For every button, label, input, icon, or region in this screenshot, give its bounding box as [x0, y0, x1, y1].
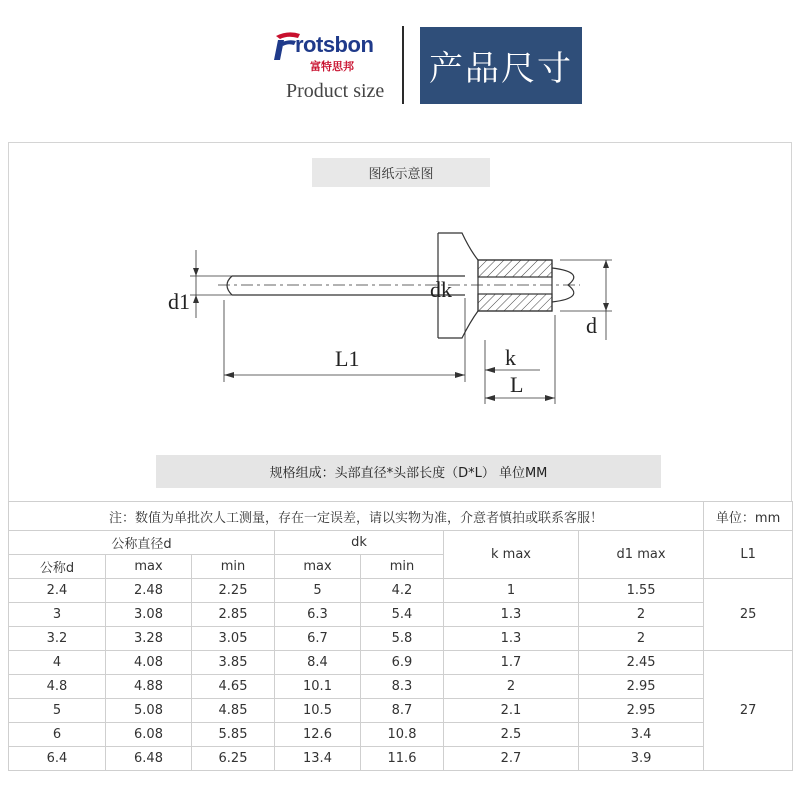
- cell-L1-group: 27: [704, 651, 793, 771]
- table-unit: 单位：mm: [704, 502, 793, 531]
- cell: 5.8: [361, 627, 444, 651]
- header-dk-min: min: [361, 555, 444, 579]
- cell: 2.95: [579, 699, 704, 723]
- cell: 2.4: [9, 579, 106, 603]
- cell: 10.1: [275, 675, 361, 699]
- cell: 4.65: [192, 675, 275, 699]
- table-row: [9, 747, 793, 771]
- table-row: [9, 651, 793, 675]
- cell: 6.4: [9, 747, 106, 771]
- cell: 4: [9, 651, 106, 675]
- label-d: d: [586, 313, 597, 338]
- label-d1: d1: [168, 289, 190, 314]
- header-d-max: max: [106, 555, 192, 579]
- table-row: [9, 627, 793, 651]
- cell: 6.08: [106, 723, 192, 747]
- section-banner: 产品尺寸: [420, 27, 582, 104]
- cell: 8.3: [361, 675, 444, 699]
- cell: 4.2: [361, 579, 444, 603]
- header-nominal-d: 公称d: [9, 555, 106, 579]
- cell: 6.7: [275, 627, 361, 651]
- page-subtitle: Product size: [286, 80, 385, 102]
- label-L1: L1: [335, 346, 360, 371]
- table-row: [9, 675, 793, 699]
- header-dk: dk: [275, 531, 444, 555]
- cell: 11.6: [361, 747, 444, 771]
- cell: 5.4: [361, 603, 444, 627]
- spec-line: 规格组成：头部直径*头部长度（D*L） 单位MM: [156, 455, 661, 488]
- cell: 4.8: [9, 675, 106, 699]
- table-row: [9, 579, 793, 603]
- cell: 5.85: [192, 723, 275, 747]
- cell: 1.7: [444, 651, 579, 675]
- cell: 6: [9, 723, 106, 747]
- table-row: [9, 723, 793, 747]
- cell: 2.5: [444, 723, 579, 747]
- cell: 2: [579, 603, 704, 627]
- cell: 3.08: [106, 603, 192, 627]
- cell-L1-group: 25: [704, 579, 793, 651]
- cell: 8.4: [275, 651, 361, 675]
- cell: 2.48: [106, 579, 192, 603]
- table-row: [9, 699, 793, 723]
- cell: 8.7: [361, 699, 444, 723]
- cell: 12.6: [275, 723, 361, 747]
- size-table: [8, 501, 793, 771]
- cell: 2.1: [444, 699, 579, 723]
- cell: 3.2: [9, 627, 106, 651]
- cell: 10.5: [275, 699, 361, 723]
- cell: 6.48: [106, 747, 192, 771]
- cell: 3: [9, 603, 106, 627]
- cell: 6.3: [275, 603, 361, 627]
- cell: 4.85: [192, 699, 275, 723]
- cell: 3.4: [579, 723, 704, 747]
- cell: 4.88: [106, 675, 192, 699]
- cell: 2: [579, 627, 704, 651]
- cell: 2.25: [192, 579, 275, 603]
- brand-name-cn: 富特思邦: [310, 60, 354, 73]
- header-dk-max: max: [275, 555, 361, 579]
- header-k-max: k max: [444, 531, 579, 579]
- cell: 2.95: [579, 675, 704, 699]
- brand-name: rotsbon: [295, 32, 374, 57]
- dimension-arrows: [193, 260, 609, 401]
- cell: 3.85: [192, 651, 275, 675]
- cell: 3.28: [106, 627, 192, 651]
- cell: 4.08: [106, 651, 192, 675]
- label-dk: dk: [430, 277, 452, 302]
- cell: 10.8: [361, 723, 444, 747]
- cell: 1.55: [579, 579, 704, 603]
- cell: 1.3: [444, 627, 579, 651]
- cell: 2: [444, 675, 579, 699]
- cell: 2.7: [444, 747, 579, 771]
- cell: 5.08: [106, 699, 192, 723]
- cell: 2.45: [579, 651, 704, 675]
- cell: 2.85: [192, 603, 275, 627]
- label-k: k: [505, 345, 516, 370]
- header-L1: L1: [704, 531, 793, 579]
- cell: 1: [444, 579, 579, 603]
- cell: 1.3: [444, 603, 579, 627]
- drawing-title: 图纸示意图: [312, 158, 490, 187]
- cell: 13.4: [275, 747, 361, 771]
- header-d1-max: d1 max: [579, 531, 704, 579]
- cell: 5: [9, 699, 106, 723]
- cell: 3.9: [579, 747, 704, 771]
- table-note: 注：数值为单批次人工测量，存在一定误差，请以实物为准，介意者慎拍或联系客服！: [9, 502, 704, 531]
- header-d-min: min: [192, 555, 275, 579]
- table-row: [9, 603, 793, 627]
- rivet-outline: [190, 233, 612, 404]
- cell: 5: [275, 579, 361, 603]
- cell: 6.9: [361, 651, 444, 675]
- label-L: L: [510, 372, 524, 397]
- cell: 3.05: [192, 627, 275, 651]
- cell: 6.25: [192, 747, 275, 771]
- header-nominal-diameter: 公称直径d: [9, 531, 275, 555]
